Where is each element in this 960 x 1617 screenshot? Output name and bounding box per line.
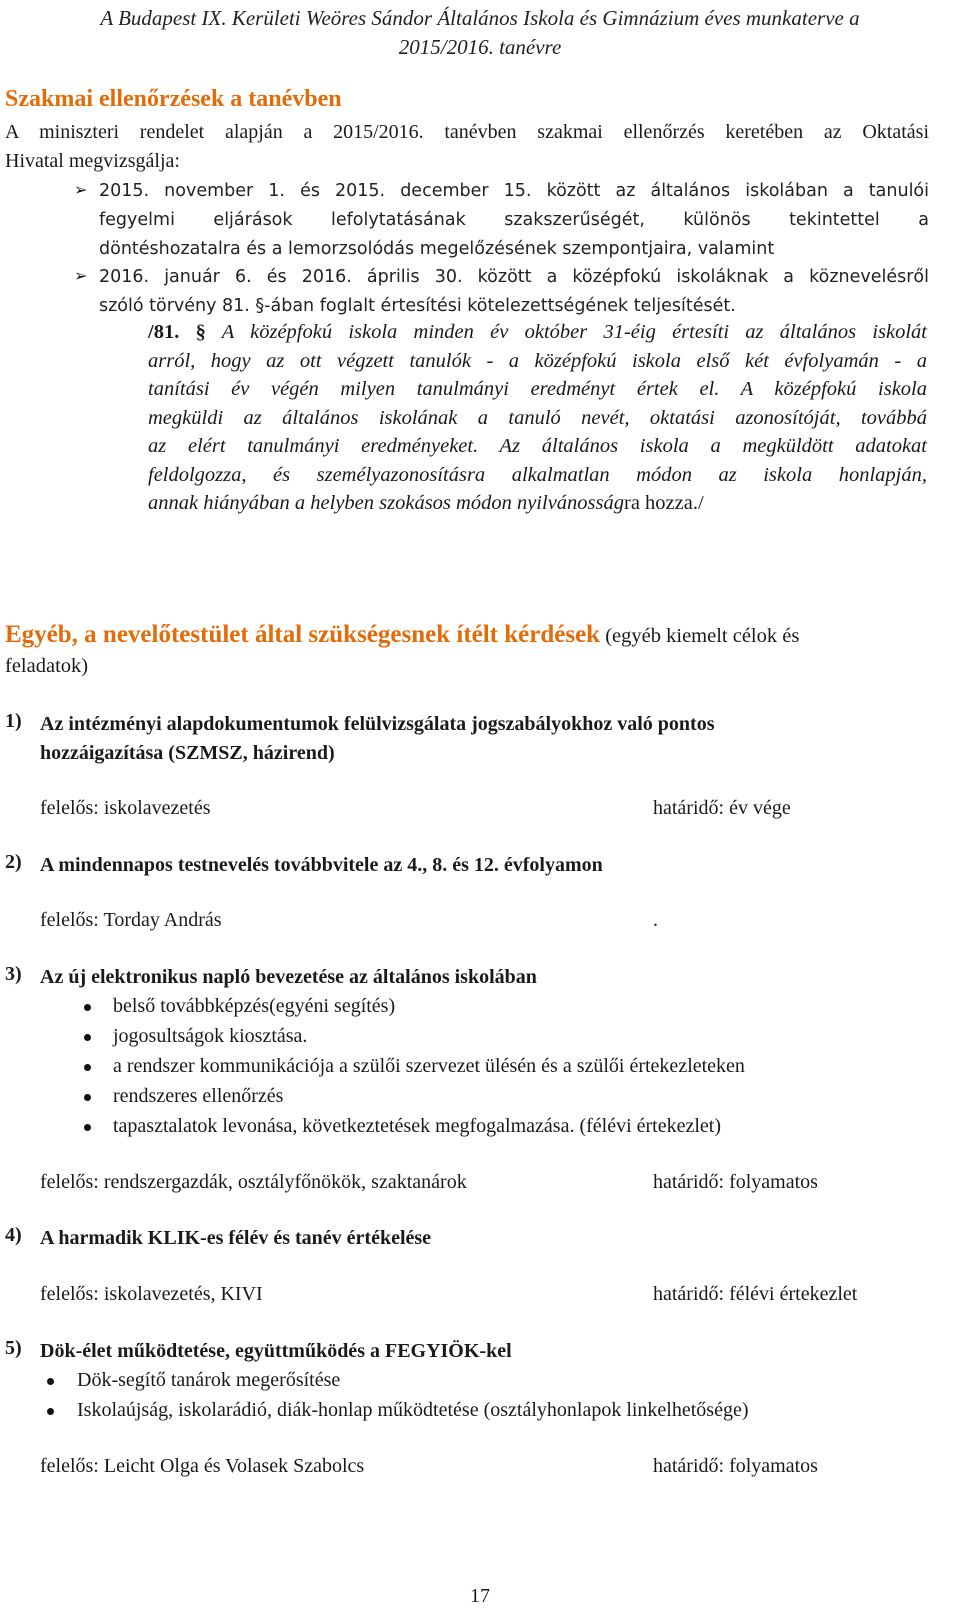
item-3-bullet: a rendszer kommunikációja a szülői szervezet ülésén és a szülői értekezleteken (113, 1055, 745, 1077)
item-3-bullet: belső továbbképzés(egyéni segítés) (113, 995, 396, 1017)
bullet1-line-3: döntéshozatalra és a lemorzsolódás megelőzésének szempontjaira, valamint (99, 239, 775, 259)
quote-line-4: megküldi az általános iskolának a tanuló nevét, oktatási azonosítóját, továbbá (148, 406, 927, 429)
item-3-bullet: jogosultságok kiosztása. (113, 1025, 308, 1047)
bullet-dot-icon (47, 1378, 54, 1385)
item-3-bullet: tapasztalatok levonása, következtetések megfogalmazása. (félévi értekezlet) (113, 1115, 722, 1137)
quote-line-2: arról, hogy az ott végzett tanulók - a középfokú iskola első két évfolyamán - a (148, 349, 927, 372)
item-5-title: Dök-élet működtetése, együttműködés a FEGYIÖK-kel (40, 1340, 512, 1362)
item-3-responsible: felelős: rendszergazdák, osztályfőnökök, szaktanárok (40, 1171, 467, 1193)
bullet-item-1 (99, 177, 929, 264)
quote-line-6: feldolgozza, és személyazonosításra alkalmatlan módon az iskola honlapján, (148, 463, 927, 486)
item-number: 5) (5, 1337, 22, 1359)
page-header (0, 4, 960, 62)
item-number: 2) (5, 851, 22, 873)
intro-line-2: Hivatal megvizsgálja: (5, 150, 180, 172)
quote-line-1 (148, 318, 927, 347)
bullet-dot-icon (84, 1034, 91, 1041)
item-1-title-line-1: Az intézményi alapdokumentumok felülvizsgálata jogszabályokhoz való pontos (40, 713, 715, 735)
section-title-inspections: Szakmai ellenőrzések a tanévben (5, 86, 342, 112)
bullet-dot-icon (47, 1408, 54, 1415)
quote-line-3: tanítási év végén milyen tanulmányi eredményt értek el. A középfokú iskola (148, 378, 927, 400)
bullet-dot-icon (84, 1094, 91, 1101)
item-5-bullet: Iskolaújság, iskolarádió, diák-honlap működtetése (osztályhonlapok linkelhetősége) (77, 1399, 749, 1421)
header-line-1: A Budapest IX. Kerületi Weöres Sándor Általános Iskola és Gimnázium éves munkaterve a (100, 6, 860, 30)
item-1-deadline: határidő: év vége (653, 797, 791, 819)
quote-lead: /81. § (148, 321, 206, 343)
header-line-2: 2015/2016. tanévre (398, 35, 562, 59)
item-2-deadline: . (653, 909, 658, 931)
item-5-responsible: felelős: Leicht Olga és Volasek Szabolcs (40, 1455, 365, 1477)
quote-line-7b: ra hozza./ (624, 492, 704, 514)
intro-line-1: A miniszteri rendelet alapján a 2015/2016. tanévben szakmai ellenőrzés keretében az Oktatási (5, 121, 929, 143)
item-5-bullet: Dök-segítő tanárok megerősítése (77, 1369, 341, 1391)
section1-intro (5, 118, 929, 176)
arrow-bullet-icon: ➢ (74, 266, 88, 285)
bullet-dot-icon (84, 1064, 91, 1071)
bullet-dot-icon (84, 1004, 91, 1011)
law-quote (148, 318, 927, 518)
bullet-item-2 (99, 263, 929, 321)
item-2-title: A mindennapos testnevelés továbbvitele az 4., 8. és 12. évfolyamon (40, 854, 603, 876)
item-4-title: A harmadik KLIK-es félév és tanév értékelése (40, 1227, 432, 1249)
section-title-suffix: (egyéb kiemelt célok és (600, 625, 800, 647)
item-5-deadline: határidő: folyamatos (653, 1455, 818, 1477)
bullet2-line-2: szóló törvény 81. §-ában foglalt értesítési kötelezettségének teljesítését. (99, 296, 736, 316)
item-3-bullet: rendszeres ellenőrzés (113, 1085, 284, 1107)
item-1-title (40, 710, 930, 768)
item-4-deadline: határidő: félévi értekezlet (653, 1283, 858, 1305)
item-2-responsible: felelős: Torday András (40, 909, 222, 931)
section2-heading (5, 620, 930, 681)
item-1-title-line-2: hozzáigazítása (SZMSZ, házirend) (40, 742, 335, 764)
bullet1-line-2: fegyelmi eljárások lefolytatásának szakszerűségét, különös tekintettel a (99, 210, 929, 230)
item-3-deadline: határidő: folyamatos (653, 1171, 818, 1193)
quote-line-5: az elért tanulmányi eredményeket. Az általános iskola a megküldött adatokat (148, 435, 927, 457)
arrow-bullet-icon: ➢ (74, 180, 88, 199)
item-1-responsible: felelős: iskolavezetés (40, 797, 211, 819)
item-3-title: Az új elektronikus napló bevezetése az általános iskolában (40, 966, 537, 988)
page-number: 17 (470, 1585, 490, 1607)
quote-line-7a: annak hiányában a helyben szokásos módon nyilvánosság (148, 492, 624, 514)
item-number: 4) (5, 1224, 22, 1246)
quote-line-7 (148, 489, 927, 518)
bullet-dot-icon (84, 1124, 91, 1131)
quote-line-1-text: A középfokú iskola minden év október 31-éig értesíti az általános iskolát (205, 321, 927, 343)
bullet2-line-1: 2016. január 6. és 2016. április 30. között a középfokú iskoláknak a köznevelésről (99, 267, 929, 287)
bullet1-line-1: 2015. november 1. és 2015. december 15. között az általános iskolában a tanulói (99, 181, 929, 201)
item-number: 3) (5, 963, 22, 985)
item-4-responsible: felelős: iskolavezetés, KIVI (40, 1283, 263, 1305)
section-title-other: Egyéb, a nevelőtestület által szükségesnek ítélt kérdések (5, 621, 601, 648)
item-number: 1) (5, 710, 22, 732)
section-title-line-2: feladatok) (5, 655, 89, 677)
